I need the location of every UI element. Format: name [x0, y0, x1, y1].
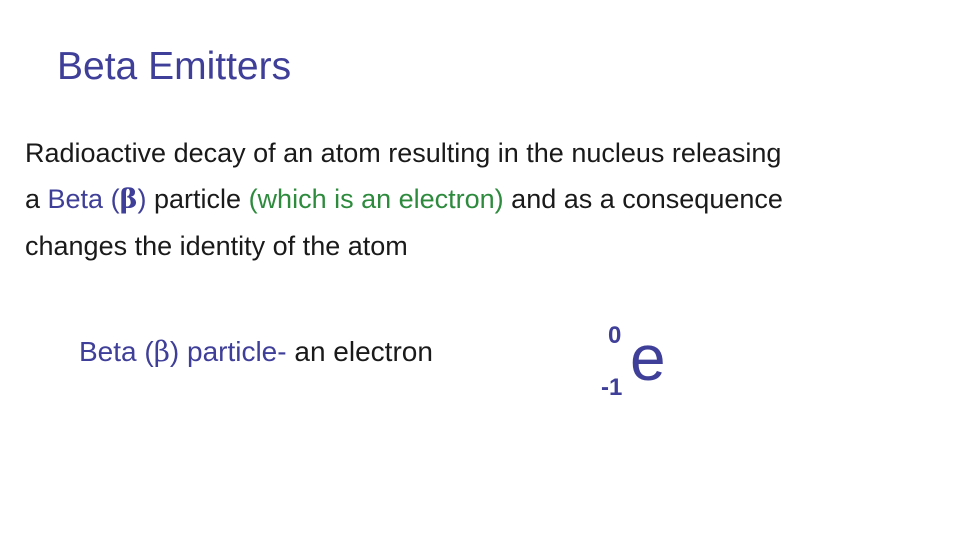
- definition-line-1: [25, 130, 940, 176]
- beta-symbol: β: [119, 184, 138, 215]
- beta-term-close: ): [137, 184, 147, 214]
- definition-line-2-tail: and as a consequence: [503, 184, 783, 214]
- beta-particle-label: [79, 335, 433, 368]
- particle-word: particle: [146, 184, 249, 214]
- beta-term: Beta (: [47, 184, 120, 214]
- definition-paragraph: [25, 130, 940, 269]
- definition-line-3-text: changes the identity of the atom: [25, 231, 408, 261]
- electron-symbol: e: [630, 322, 666, 394]
- electron-nuclide-notation: [598, 318, 688, 408]
- mass-number: 0: [608, 322, 622, 349]
- beta-label-symbol: β: [153, 335, 170, 368]
- definition-line-3: [25, 223, 940, 269]
- definition-line-2: [25, 176, 940, 223]
- beta-label-tail: an electron: [286, 336, 433, 367]
- beta-label-suffix: ) particle-: [169, 336, 287, 367]
- definition-line-1-text: Radioactive decay of an atom resulting in the nucleus releasing: [25, 138, 782, 168]
- beta-label-prefix: Beta (: [79, 336, 154, 367]
- definition-line-2-lead: a: [25, 184, 48, 214]
- electron-note: (which is an electron): [248, 184, 504, 214]
- slide-title: Beta Emitters: [57, 45, 292, 88]
- charge-number: -1: [601, 374, 623, 401]
